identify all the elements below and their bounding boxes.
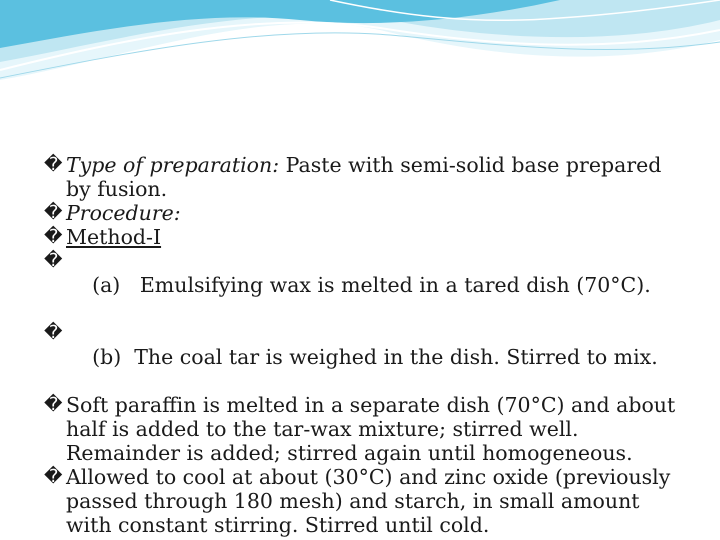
bullet-glyph-icon: � xyxy=(44,226,63,247)
header-wave-decoration xyxy=(0,0,720,90)
item-label: Procedure: xyxy=(66,201,181,225)
bullet-glyph-icon: � xyxy=(44,202,63,223)
item-text: Allowed to cool at about (30°C) and zinc oxide (previously passed through 180 mesh) and starch, in small amount with constant stirring. Stirred until cold. xyxy=(66,465,671,537)
bullet-glyph-icon: � xyxy=(44,394,63,415)
item-text: Method-I xyxy=(66,225,162,249)
bullet-soft-paraffin xyxy=(44,393,684,465)
bullet-glyph-icon: � xyxy=(44,250,63,271)
bullet-allowed-to-cool xyxy=(44,465,684,537)
bullet-method-i xyxy=(44,225,684,249)
slide-body xyxy=(44,153,684,537)
item-label: Type of preparation: xyxy=(66,153,280,177)
bullet-procedure xyxy=(44,201,684,225)
bullet-step-b xyxy=(44,321,684,393)
item-text: Soft paraffin is melted in a separate dish (70°C) and about half is added to the tar-wax mixture; stirred well. Remainder is added; stirred again until homogeneous. xyxy=(66,393,676,465)
bullet-type-of-preparation xyxy=(44,153,684,201)
item-text: Paste with semi-solid base prepared by fusion. xyxy=(66,153,662,201)
bullet-step-a xyxy=(44,249,684,321)
bullet-glyph-icon: � xyxy=(44,322,63,343)
item-text: (b) The coal tar is weighed in the dish. Stirred to mix. xyxy=(92,345,658,369)
bullet-glyph-icon: � xyxy=(44,466,63,487)
item-text: (a) Emulsifying wax is melted in a tared dish (70°C). xyxy=(92,273,651,297)
bullet-glyph-icon: � xyxy=(44,154,63,175)
